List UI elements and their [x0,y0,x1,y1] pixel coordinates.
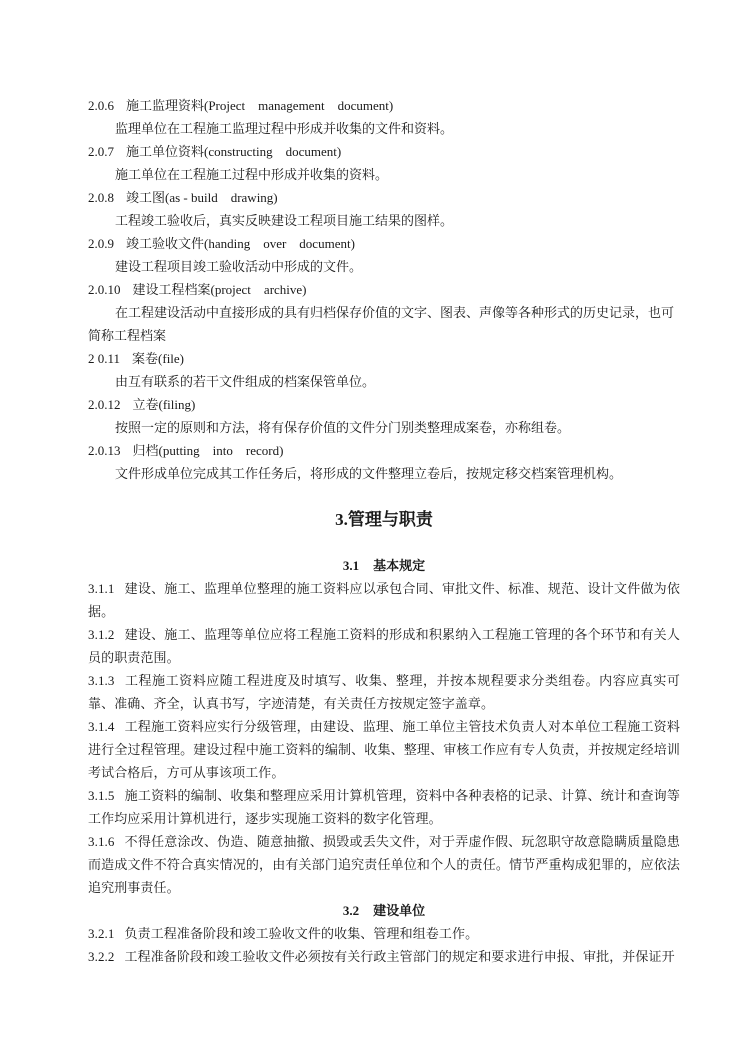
term-definition: 建设工程项目竣工验收活动中形成的文件。 [115,259,363,274]
clause-text: 施工资料的编制、收集和整理应采用计算机管理，资料中各种表格的记录、计算、统计和查询等工作均应采用计算机进行，逐步实现施工资料的数字化管理。 [88,788,680,826]
clause [88,922,680,945]
term-title: 竣工验收文件(handing over document) [126,236,355,251]
clause-text: 建设、施工、监理等单位应将工程施工资料的形成和积累纳入工程施工管理的各个环节和有关人员的职责范围。 [88,627,680,665]
clause-text: 建设、施工、监理单位整理的施工资料应以承包合同、审批文件、标准、规范、设计文件做为依据。 [88,581,680,619]
term-definition: 文件形成单位完成其工作任务后，将形成的文件整理立卷后，按规定移交档案管理机构。 [115,466,623,481]
term-heading [88,140,680,163]
clause-text: 工程施工资料应实行分级管理，由建设、监理、施工单位主管技术负责人对本单位工程施工资料进行全过程管理。建设过程中施工资料的编制、收集、整理、审核工作应有专人负责，并按规定经培训考试合格后，方可从事该项工作。 [88,719,680,780]
term-number: 2.0.12 [88,397,121,412]
section-title: 建设单位 [373,903,426,918]
clause-number: 3.1.1 [88,581,115,596]
term-title: 归档(putting into record) [132,443,284,458]
clause [88,830,680,899]
clause-text: 负责工程准备阶段和竣工验收文件的收集、管理和组卷工作。 [124,926,479,941]
term-definition: 由互有联系的若干文件组成的档案保管单位。 [115,374,376,389]
term-heading [88,347,680,370]
term-number: 2.0.7 [88,144,114,159]
section-1-items [88,577,680,899]
term-number: 2.0.13 [88,443,121,458]
term-heading [88,186,680,209]
term-definition: 施工单位在工程施工过程中形成并收集的资料。 [115,167,389,182]
term-title: 施工单位资料(constructing document) [126,144,342,159]
clause-number: 3.2.1 [88,926,115,941]
clause-text: 不得任意涂改、伪造、随意抽撤、损毁或丢失文件，对于弄虚作假、玩忽职守故意隐瞒质量隐患而造成文件不符合真实情况的，由有关部门追究责任单位和个人的责任。情节严重构成犯罪的，应依法追究刑事责任。 [88,834,680,895]
term-heading [88,393,680,416]
term-definition: 工程竣工验收后，真实反映建设工程项目施工结果的图样。 [115,213,454,228]
terms-list [88,94,680,485]
section-heading [88,899,680,922]
term-title: 建设工程档案(project archive) [132,282,307,297]
clause [88,715,680,784]
term-number: 2.0.10 [88,282,121,297]
section-number: 3.1 [342,558,360,573]
section-title: 基本规定 [373,558,426,573]
term-definition: 监理单位在工程施工监理过程中形成并收集的文件和资料。 [115,121,454,136]
term-number: 2.0.9 [88,236,114,251]
term-heading [88,232,680,255]
clause-number: 3.1.4 [88,719,115,734]
term-definition: 按照一定的原则和方法，将有保存价值的文件分门别类整理成案卷，亦称组卷。 [115,420,571,435]
clause [88,945,680,968]
term-title: 施工监理资料(Project management document) [126,98,394,113]
clause [88,784,680,830]
term-number: 2.0.6 [88,98,114,113]
section-2-items [88,922,680,968]
term-definition-continued: 简称工程档案 [88,328,167,343]
chapter-title: 3.管理与职责 [335,510,433,529]
clause-number: 3.2.2 [88,949,115,964]
term-title: 案卷(file) [132,351,185,366]
section-number: 3.2 [342,903,360,918]
term-heading [88,278,680,301]
clause [88,577,680,623]
term-definition: 在工程建设活动中直接形成的具有归档保存价值的文字、图表、声像等各种形式的历史记录，也可 [115,305,675,320]
clause-number: 3.1.6 [88,834,115,849]
clause-number: 3.1.2 [88,627,115,642]
document-page [88,94,680,968]
clause [88,623,680,669]
section-heading [88,554,680,577]
clause [88,669,680,715]
term-title: 竣工图(as - build drawing) [126,190,278,205]
clause-number: 3.1.5 [88,788,115,803]
clause-text: 工程施工资料应随工程进度及时填写、收集、整理，并按本规程要求分类组卷。内容应真实可靠、准确、齐全，认真书写，字迹清楚，有关责任方按规定签字盖章。 [88,673,680,711]
term-title: 立卷(filing) [132,397,196,412]
clause-number: 3.1.3 [88,673,115,688]
term-heading [88,439,680,462]
term-number: 2.0.8 [88,190,114,205]
clause-text: 工程准备阶段和竣工验收文件必须按有关行政主管部门的规定和要求进行申报、审批，并保证开 [124,949,675,964]
term-number: 2 0.11 [88,351,121,366]
term-heading [88,94,680,117]
